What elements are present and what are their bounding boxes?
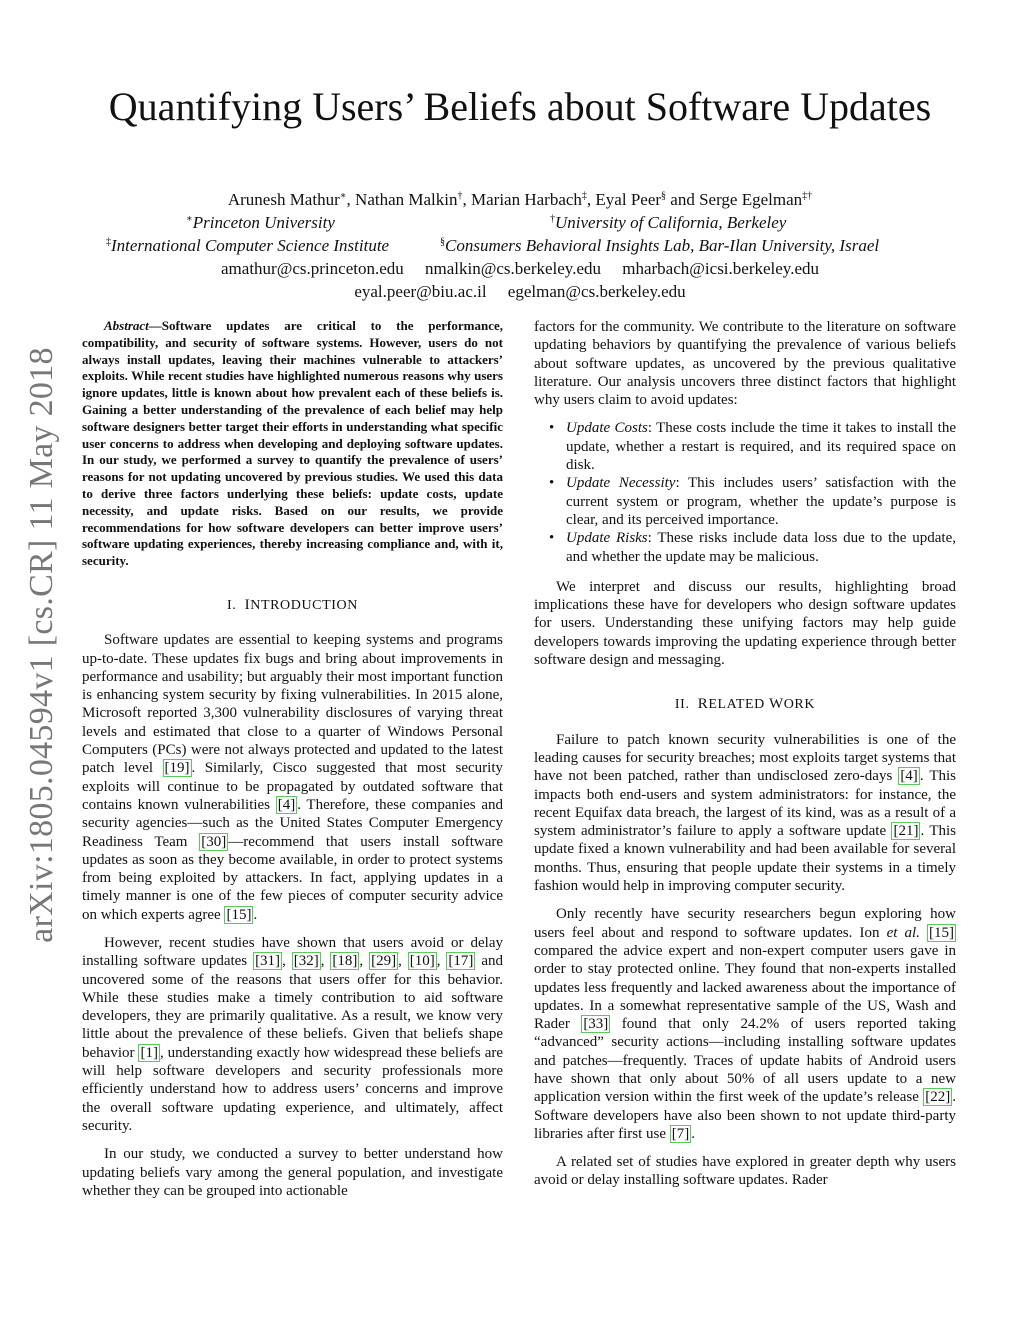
text-run: However, recent studies have shown that users avoid or delay installing software updates (82, 935, 503, 970)
affiliation-name: Princeton University (192, 213, 335, 232)
text-run: —recommend that users install software updates as soon as they become available, in order to protect systems from being exploited by attackers. In fact, applying updates in a timely manner is one of the few pieces of computer security advice on which experts agree (82, 833, 503, 923)
citation-link[interactable]: [1] (140, 1044, 158, 1061)
left-column (82, 318, 503, 1210)
email-line: amathur@cs.princeton.edu nmalkin@cs.berkeley.edu mharbach@icsi.berkeley.edu (221, 259, 819, 278)
bullet-icon: • (549, 420, 555, 437)
paragraph: factors for the community. We contribute to the literature on software updating behaviors by quantifying the prevalence of various beliefs about software updates, as uncovered by the previous qualitative literature. Our analysis uncovers three distinct factors that highlight why users claim to avoid updates: (534, 319, 956, 409)
section-number: II. (674, 697, 690, 713)
citation-link[interactable]: [15] (929, 924, 955, 941)
affiliation-row (80, 211, 960, 234)
text-run: et al. (886, 924, 920, 941)
citation-link[interactable]: [7] (671, 1125, 690, 1142)
paragraph (534, 731, 956, 896)
text-run: . Therefore, these companies and security agencies—such as the United States Computer Emergency Readiness Team (82, 796, 503, 850)
abstract (82, 318, 503, 570)
factor-text: : This includes users’ satisfaction with the current system or program, whether the update’s purpose is clear, and its perceived importance. (566, 475, 956, 528)
text-run: Failure to patch known security vulnerabilities is one of the leading causes for security breaches; most exploits target systems that have not been patched, rather than undisclosed zero-days (534, 731, 956, 785)
text-run: Software updates are essential to keeping systems and programs up-to-date. These updates fix bugs and bring about improvements in performance and usability; but arguably their most important function is enhancing system security by fixing vulnerabilities. In 2015 alone, Microsoft reported 3,300 vulnerability disclosures of varying threat levels and estimated that close to a quarter of Windows Personal Computers (PCs) were not always protected and updated to the latest patch level (82, 632, 503, 777)
author-name: Eyal Peer (595, 190, 662, 209)
affiliation (550, 211, 786, 234)
text-run: . Similarly, Cisco suggested that most security exploits will continue to be propagated by outdated software that contains known vulnerabilities (82, 760, 503, 813)
citation-link[interactable]: [21] (893, 823, 919, 840)
text-run: . (253, 906, 258, 923)
author-conjunction: and (670, 190, 695, 209)
section-title-initial: R (697, 696, 709, 713)
author-block (80, 188, 960, 303)
paragraph: We interpret and discuss our results, highlighting broad implications these have for developers who design software updates for users. Understanding these unifying factors may help guide developers towards improving the updating experience through better software design and messaging. (534, 578, 956, 669)
section-heading-related-work (534, 695, 956, 714)
affiliation-name: University of California, Berkeley (555, 213, 787, 232)
affiliation-name: International Computer Science Institute (111, 236, 390, 255)
text-run: , (282, 953, 292, 970)
author-mark: † (457, 190, 463, 202)
affiliation-mark: † (550, 213, 555, 225)
factor-text: : These risks include data loss due to the update, and whether the update may be malicious. (566, 530, 956, 565)
affiliation-row (80, 234, 960, 257)
affiliation (186, 211, 335, 234)
paragraph (82, 631, 503, 924)
text-run: . This update fixed a known vulnerability and had been available for several months. Thus, ensuring that people update their systems in a timely fashion would help in improving computer security. (534, 823, 956, 895)
paragraph (534, 905, 956, 1143)
section-number: I. (227, 597, 237, 613)
factor-list (534, 419, 956, 565)
abstract-text: —Software updates are critical to the performance, compatibility, and security of software systems. However, users do not always install updates, leaving their machines vulnerable to attackers’ exploits. While recent studies have highlighted numerous reasons why users ignore updates, little is known about how prevalent each of these beliefs is. Gaining a better understanding of the prevalence of each belief may help software designers better target their efforts in understanding what specific user concerns to address when developing and deploying software updates. In our study, we performed a survey to quantify the prevalence of users’ reasons for not updating uncovered by previous studies. We used this data to derive three factors underlying these beliefs: update costs, update necessity, and update risks. Based on our results, we provide recommendations for how software developers can better improve users’ software updating experiences, thereby increasing compliance and, with it, security. (82, 318, 503, 569)
text-run: found that only 24.2% of users reported taking “advanced” security actions—including installing software updates and patches—frequently. Traces of update habits of Android users have shown that only about 50% of all users update to a new application version within the first week of the update’s release (534, 1016, 956, 1106)
section-title-rest: NTRODUCTION (250, 597, 358, 613)
section-heading-introduction (82, 596, 503, 615)
section-title-initial: W (768, 696, 784, 713)
section-title-initial: I (244, 596, 251, 613)
abstract-label: Abstract (104, 318, 149, 333)
text-run: . (691, 1125, 696, 1142)
list-item (549, 529, 956, 566)
right-column (534, 318, 956, 1200)
citation-link[interactable]: [18] (332, 953, 358, 970)
factor-text: : These costs include the time it takes to install the update, whether a restart is required, and its required space on disk. (566, 420, 956, 474)
list-item (549, 419, 956, 474)
paragraph: A related set of studies have explored in greater depth why users avoid or delay installing software updates. Rader (534, 1154, 956, 1189)
author-list: Arunesh Mathur∗, Nathan Malkin†, Marian Harbach‡, Eyal Peer§ and Serge Egelman‡† (227, 190, 813, 209)
text-run: , (359, 953, 370, 970)
citation-link[interactable]: [19] (164, 760, 190, 777)
text-run: . This impacts both end-users and system administrators: for instance, the recent Equifax data breach, the largest of its kind, was as a result of a system administrator’s failure to apply a software update (534, 768, 956, 840)
paper-title: Quantifying Users’ Beliefs about Software Updates (108, 84, 932, 129)
affiliation (106, 234, 389, 257)
author-name: Arunesh Mathur (227, 190, 340, 209)
affiliation-mark: ‡ (106, 236, 111, 248)
citation-link[interactable]: [22] (925, 1089, 951, 1106)
arxiv-identifier: arXiv:1805.04594v1 [cs.CR] 11 May 2018 (23, 347, 60, 943)
list-item (549, 474, 956, 529)
text-run (920, 925, 927, 941)
email-line: eyal.peer@biu.ac.il egelman@cs.berkeley.edu (354, 282, 686, 301)
factor-term: Update Costs (566, 420, 648, 437)
affiliation-name: Consumers Behavioral Insights Lab, Bar-Ilan University, Israel (445, 236, 880, 255)
citation-link[interactable]: [4] (900, 768, 918, 785)
citation-link[interactable]: [10] (409, 953, 435, 970)
factor-term: Update Risks (566, 530, 648, 547)
author-mark: ‡ (581, 190, 587, 202)
section-title-rest: ELATED (708, 697, 769, 713)
text-run: , (398, 953, 408, 970)
paragraph: In our study, we conducted a survey to better understand how updating beliefs vary among the general population, and investigate whether they can be grouped into actionable (82, 1146, 503, 1199)
author-mark: ∗ (339, 190, 347, 202)
bullet-icon: • (549, 475, 555, 492)
citation-link[interactable]: [29] (371, 953, 397, 970)
arxiv-sidebar (14, 340, 70, 950)
text-run: and uncovered some of the reasons that users offer for this behavior. While these studies make a timely contribution to aid software developers, they are primarily qualitative. As a result, we know very little about the prevalence of these beliefs. Given that beliefs shape behavior (82, 953, 503, 1061)
author-mark: ‡† (802, 190, 813, 202)
citation-link[interactable]: [33] (583, 1016, 609, 1033)
text-run: , understanding exactly how widespread these beliefs are will help software developers and security professionals more efficiently understand how to address users’ concerns and improve the overall software updating experience, and ultimately, affect security. (82, 1044, 503, 1134)
citation-link[interactable]: [31] (255, 953, 281, 970)
citation-link[interactable]: [15] (226, 906, 252, 923)
citation-link[interactable]: [4] (277, 796, 296, 813)
text-run: . Software developers have also been shown to not update third-party libraries after first use (534, 1089, 956, 1142)
author-name: Nathan Malkin (355, 190, 458, 209)
section-title-rest: ORK (783, 697, 816, 713)
bullet-icon: • (549, 530, 555, 547)
citation-link[interactable]: [17] (448, 953, 474, 970)
citation-link[interactable]: [32] (293, 953, 319, 970)
author-name: Marian Harbach (471, 190, 582, 209)
affiliation (440, 234, 879, 257)
factor-term: Update Necessity (566, 475, 676, 492)
affiliation-mark: § (440, 236, 445, 248)
paragraph (82, 934, 503, 1135)
citation-link[interactable]: [30] (201, 833, 227, 850)
text-run: Only recently have security researchers begun exploring how users feel about and respond to software updates. Ion (534, 906, 956, 941)
affiliation-mark: ∗ (186, 213, 193, 225)
author-mark: § (661, 190, 667, 202)
text-run: , (320, 953, 331, 970)
author-name: Serge Egelman (699, 190, 803, 209)
text-run: , (436, 953, 447, 970)
text-run: compared the advice expert and non-expert computer users gave in order to stay protected online. They found that non-experts installed updates less frequently and lacked awareness about the importance of updates. In a somewhat representative sample of the US, Wash and Rader (534, 942, 956, 1033)
